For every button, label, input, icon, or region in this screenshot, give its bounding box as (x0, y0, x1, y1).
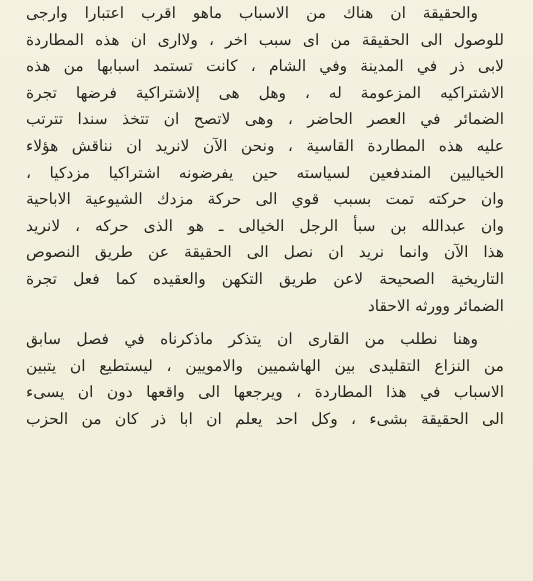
text-line: الخياليين المندفعين لسياسته حين يفرضونه اشتراكيا مزدكيا ، (26, 163, 504, 182)
text-line: الاسباب في هذا المطاردة ، ويرجعها الى واقعها دون ان يسىء (26, 383, 504, 402)
arabic-text-body (26, 0, 504, 433)
text-line: من النزاع التقليدى بين الهاشميين والامويين ، ليستطيع ان يتبين (26, 356, 504, 375)
text-line: والحقيقة ان هناك من الاسباب ماهو اقرب اعتبارا وارجى (26, 4, 478, 22)
paragraph-1 (26, 0, 504, 319)
paragraph-spacer (26, 319, 504, 326)
text-line: للوصول الى الحقيقة من اى سبب اخر ، ولاارى ان هذه المطاردة (26, 30, 504, 49)
text-line: الضمائر وورثه الاحقاد (367, 296, 504, 315)
text-line: الضمائر في العصر الحاضر ، وهى لاتصح ان تتخذ سندا تترتب (26, 110, 504, 129)
text-line: هذا الآن وانما نريد ان نصل الى الحقيقة عن طريق النصوص (26, 243, 504, 262)
text-line: عليه هذه المطاردة القاسية ، ونحن الآن لانريد ان نناقش هؤلاء (26, 136, 504, 155)
text-line: لابى ذر في المدينة وفي الشام ، كانت تستمد اسبابها من هذه (26, 57, 504, 76)
text-line: وهنا نطلب من القارى ان يتذكر ماذكرناه في فصل سابق (26, 330, 478, 349)
text-line: وان حركته تمت بسبب قوي الى حركة مزدك الشيوعية الاباحية (26, 190, 504, 209)
paragraph-2 (26, 326, 504, 432)
text-line: الى الحقيقة بشىء ، وكل احد يعلم ان ابا ذر كان من الحزب (26, 409, 504, 428)
text-line: التاريخية الصحيحة لاعن طريق التكهن والعقيده كما فعل تجرة (26, 269, 504, 288)
text-line: الاشتراكيه المزعومة له ، وهل هى إلاشتراكية فرضها تجرة (26, 83, 504, 102)
text-line: وان عبدالله بن سبأ الرجل الخيالى ـ هو الذى حركه ، لانريد (26, 216, 504, 235)
